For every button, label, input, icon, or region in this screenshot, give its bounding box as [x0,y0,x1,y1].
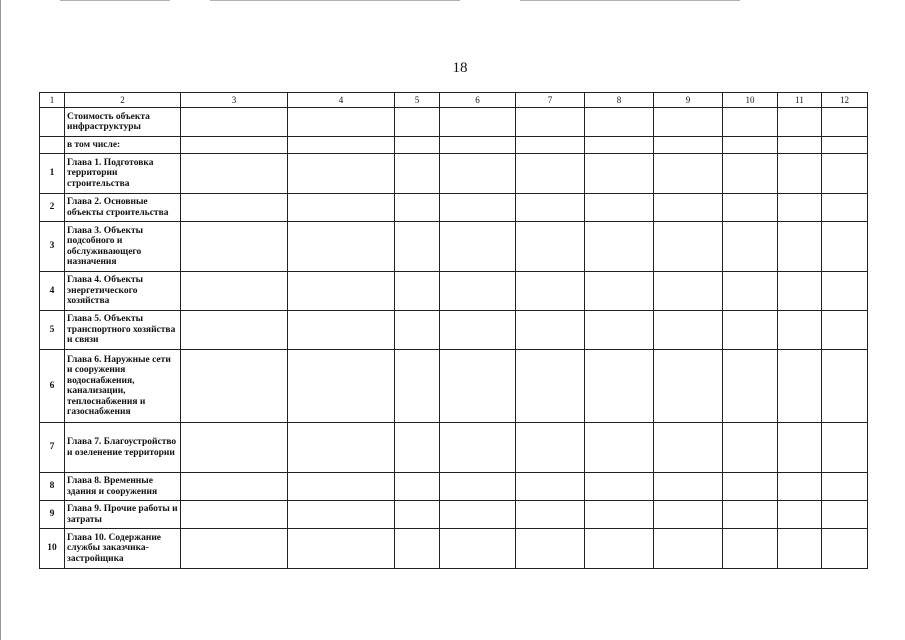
column-number-header: 3 [181,93,288,108]
empty-value-cell [654,501,723,529]
empty-value-cell [723,154,778,194]
empty-value-cell [395,222,440,272]
empty-value-cell [181,350,288,423]
empty-value-cell [288,423,395,473]
empty-value-cell [723,137,778,154]
empty-value-cell [778,222,822,272]
empty-value-cell [778,529,822,569]
empty-value-cell [440,350,516,423]
column-number-header: 8 [585,93,654,108]
empty-value-cell [723,350,778,423]
empty-value-cell [778,501,822,529]
empty-value-cell [723,194,778,222]
empty-value-cell [822,423,868,473]
empty-value-cell [585,350,654,423]
empty-value-cell [181,423,288,473]
empty-value-cell [516,473,585,501]
column-number-header: 10 [723,93,778,108]
column-number-header: 12 [822,93,868,108]
empty-value-cell [822,272,868,311]
row-number-cell: 5 [40,311,65,350]
column-number-header: 6 [440,93,516,108]
empty-value-cell [516,350,585,423]
row-label-cell: Глава 9. Прочие работы и затраты [65,501,181,529]
row-label-cell: Глава 4. Объекты энергетического хозяйства [65,272,181,311]
empty-value-cell [288,222,395,272]
column-number-header: 7 [516,93,585,108]
empty-value-cell [395,423,440,473]
empty-value-cell [654,154,723,194]
empty-value-cell [822,194,868,222]
empty-value-cell [585,311,654,350]
empty-value-cell [288,501,395,529]
empty-value-cell [654,222,723,272]
empty-value-cell [585,137,654,154]
empty-value-cell [723,222,778,272]
empty-value-cell [723,529,778,569]
table-row [40,501,868,529]
empty-value-cell [654,311,723,350]
empty-value-cell [181,108,288,137]
empty-value-cell [585,194,654,222]
column-number-header: 4 [288,93,395,108]
empty-value-cell [288,108,395,137]
empty-value-cell [181,311,288,350]
empty-value-cell [516,272,585,311]
empty-value-cell [395,311,440,350]
empty-value-cell [181,137,288,154]
row-label-cell: Глава 10. Содержание службы заказчика-застройщика [65,529,181,569]
row-number-cell: 7 [40,423,65,473]
empty-value-cell [395,501,440,529]
empty-value-cell [822,137,868,154]
empty-value-cell [822,350,868,423]
row-number-cell: 1 [40,154,65,194]
empty-value-cell [723,501,778,529]
empty-value-cell [654,423,723,473]
row-number-cell: 8 [40,473,65,501]
empty-value-cell [395,137,440,154]
scan-top-line [520,0,740,1]
empty-value-cell [440,108,516,137]
empty-value-cell [778,137,822,154]
empty-value-cell [585,108,654,137]
empty-value-cell [654,108,723,137]
empty-value-cell [516,154,585,194]
row-number-cell: 2 [40,194,65,222]
empty-value-cell [181,272,288,311]
empty-value-cell [778,154,822,194]
empty-value-cell [181,222,288,272]
table-row [40,222,868,272]
empty-value-cell [395,350,440,423]
empty-value-cell [585,272,654,311]
row-label-cell: Глава 6. Наружные сети и сооружения водоснабжения, канализации, теплоснабжения и газоснабжения [65,350,181,423]
empty-value-cell [516,423,585,473]
empty-value-cell [778,311,822,350]
row-label-cell: Глава 5. Объекты транспортного хозяйства и связи [65,311,181,350]
row-number-cell [40,108,65,137]
row-label-cell: Глава 8. Временные здания и сооружения [65,473,181,501]
empty-value-cell [778,194,822,222]
empty-value-cell [288,473,395,501]
empty-value-cell [585,473,654,501]
empty-value-cell [723,423,778,473]
empty-value-cell [181,194,288,222]
table-row [40,423,868,473]
empty-value-cell [723,108,778,137]
page-number: 18 [452,60,468,76]
empty-value-cell [516,529,585,569]
empty-value-cell [822,473,868,501]
row-label-cell: Глава 3. Объекты подсобного и обслуживающего назначения [65,222,181,272]
row-number-cell: 9 [40,501,65,529]
empty-value-cell [395,154,440,194]
empty-value-cell [654,473,723,501]
empty-value-cell [723,311,778,350]
empty-value-cell [440,137,516,154]
scan-left-edge [0,0,1,640]
empty-value-cell [181,529,288,569]
empty-value-cell [516,311,585,350]
empty-value-cell [395,529,440,569]
empty-value-cell [288,154,395,194]
empty-value-cell [654,529,723,569]
table-row [40,108,868,137]
cost-table-body [40,93,868,569]
empty-value-cell [516,137,585,154]
column-number-header: 5 [395,93,440,108]
empty-value-cell [822,154,868,194]
empty-value-cell [395,272,440,311]
scan-top-line [210,0,460,1]
empty-value-cell [516,108,585,137]
empty-value-cell [654,272,723,311]
empty-value-cell [654,194,723,222]
empty-value-cell [516,501,585,529]
empty-value-cell [288,529,395,569]
empty-value-cell [585,423,654,473]
table-row [40,529,868,569]
empty-value-cell [440,529,516,569]
column-number-header: 2 [65,93,181,108]
empty-value-cell [440,501,516,529]
empty-value-cell [822,311,868,350]
empty-value-cell [440,423,516,473]
empty-value-cell [288,272,395,311]
row-label-cell: Глава 2. Основные объекты строительства [65,194,181,222]
empty-value-cell [778,108,822,137]
column-number-header: 1 [40,93,65,108]
empty-value-cell [440,473,516,501]
column-number-header: 11 [778,93,822,108]
empty-value-cell [181,473,288,501]
empty-value-cell [395,194,440,222]
row-label-cell: Стоимость объекта инфраструктуры [65,108,181,137]
empty-value-cell [440,311,516,350]
empty-value-cell [395,473,440,501]
empty-value-cell [516,222,585,272]
column-number-header: 9 [654,93,723,108]
table-row [40,350,868,423]
cost-table [39,92,868,569]
empty-value-cell [440,272,516,311]
empty-value-cell [440,222,516,272]
table-row [40,137,868,154]
empty-value-cell [778,350,822,423]
header-row [40,93,868,108]
empty-value-cell [516,194,585,222]
empty-value-cell [585,222,654,272]
empty-value-cell [778,272,822,311]
empty-value-cell [585,501,654,529]
empty-value-cell [585,154,654,194]
empty-value-cell [822,222,868,272]
empty-value-cell [288,350,395,423]
table-row [40,473,868,501]
empty-value-cell [288,137,395,154]
empty-value-cell [778,473,822,501]
row-number-cell: 4 [40,272,65,311]
empty-value-cell [822,501,868,529]
empty-value-cell [654,350,723,423]
scan-top-line [60,0,170,1]
empty-value-cell [822,529,868,569]
empty-value-cell [723,473,778,501]
empty-value-cell [778,423,822,473]
table-row [40,194,868,222]
empty-value-cell [723,272,778,311]
row-number-cell: 6 [40,350,65,423]
empty-value-cell [288,194,395,222]
row-number-cell: 3 [40,222,65,272]
empty-value-cell [181,154,288,194]
row-number-cell: 10 [40,529,65,569]
empty-value-cell [181,501,288,529]
empty-value-cell [585,529,654,569]
table-row [40,272,868,311]
table-row [40,154,868,194]
empty-value-cell [395,108,440,137]
row-label-cell: Глава 1. Подготовка территории строительства [65,154,181,194]
row-label-cell: в том числе: [65,137,181,154]
empty-value-cell [440,154,516,194]
row-number-cell [40,137,65,154]
row-label-cell: Глава 7. Благоустройство и озеленение территории [65,423,181,473]
empty-value-cell [822,108,868,137]
table-row [40,311,868,350]
empty-value-cell [440,194,516,222]
empty-value-cell [654,137,723,154]
empty-value-cell [288,311,395,350]
